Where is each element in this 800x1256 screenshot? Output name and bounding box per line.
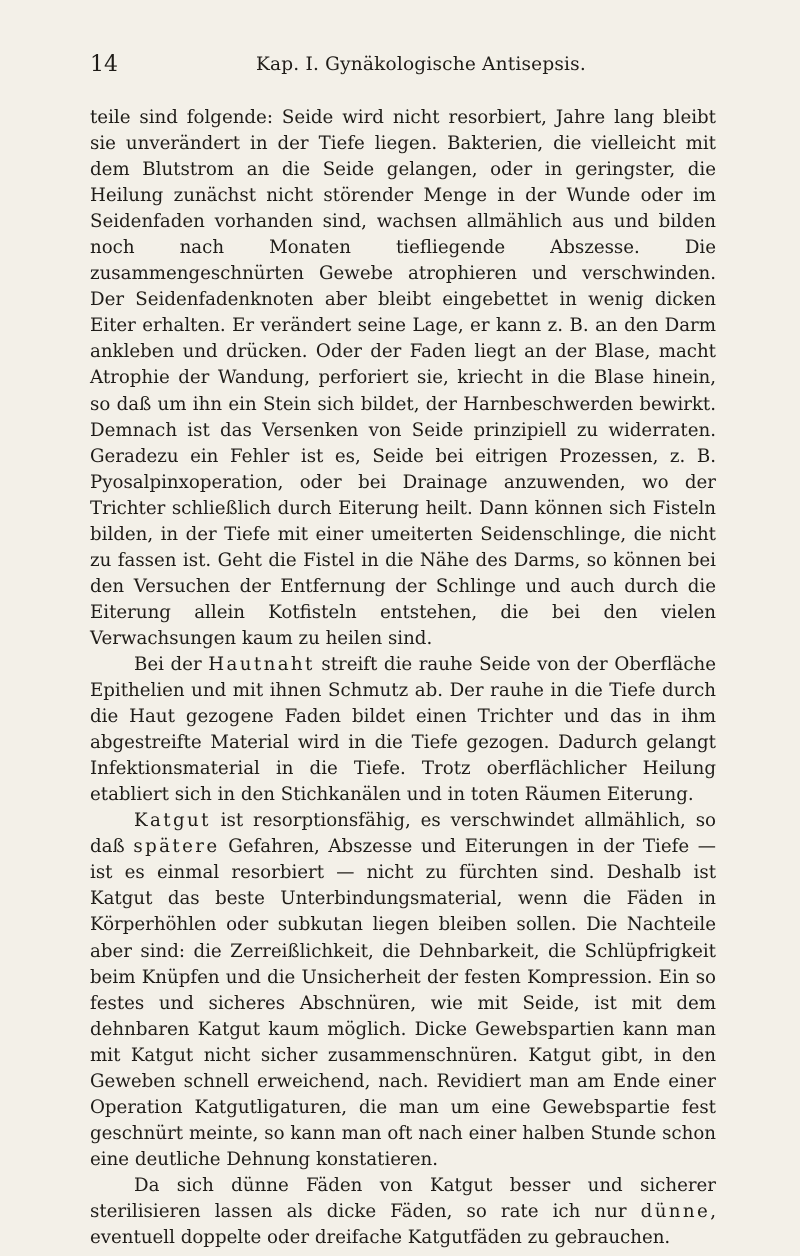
paragraph-katgut [90,808,716,1173]
emphasis-duenne: dünne [640,1200,711,1222]
paragraph-skin-suture [90,652,716,808]
page-header [90,52,715,82]
paragraph-thin-threads [90,1173,716,1251]
paragraph-text: Da sich dünne Fäden von Katgut besser und sicherer sterilisieren lassen als dicke Fäden, so rate ich nur [90,1174,716,1222]
paragraph-text-continued: , eventuell doppelte oder dreifache Katgutfäden zu gebrauchen. [90,1200,716,1249]
emphasis-katgut: Katgut [134,810,211,832]
page-number: 14 [90,52,118,77]
paragraph-silk-drawbacks [90,105,716,652]
running-title: Kap. I. Gynäkologische Antisepsis. [256,54,586,75]
body-text [90,105,716,1251]
paragraph-text-continued: Gefahren, Abszesse und Eiterungen in der Tiefe — ist es einmal resorbiert — nicht zu fürchten sind. Deshalb ist Katgut das beste Unterbindungsmaterial, wenn die Fäden in Körperhöhlen oder subkutan liegen bleiben sollen. Die Nachteile aber sind: die Zerreißlichkeit, die Dehnbarkeit, die Schlüpfrigkeit beim Knüpfen und die Unsicherheit der festen Kompression. Ein so festes und sicheres Abschnüren, wie mit Seide, ist mit dem dehnbaren Katgut kaum möglich. Dicke Gewebspartien kann man mit Katgut nicht sicher zusammenschnüren. Katgut gibt, in den Geweben schnell erweichend, nach. Revidiert man am Ende einer Operation Katgutligaturen, die man um eine Gewebspartie fest geschnürt meinte, so kann man oft nach einer halben Stunde schon eine deutliche Dehnung konstatieren. [90,836,716,1170]
paragraph-text: ist resorptionsfähig, es verschwindet allmählich, so daß [90,810,716,858]
emphasis-hautnaht: Hautnaht [208,653,315,675]
paragraph-text: teile sind folgende: Seide wird nicht resorbiert, Jahre lang bleibt sie unverändert in der Tiefe liegen. Bakterien, die vielleicht mit dem Blutstrom an die Seide gelangen, oder in geringster, die Heilung zunächst nicht störender Menge in der Wunde oder im Seidenfaden vorhanden sind, wachsen allmählich aus und bilden noch nach Monaten tiefliegende Abszesse. Die zusammengeschnürten Gewebe atrophieren und verschwinden. Der Seidenfadenknoten aber bleibt eingebettet in wenig dicken Eiter erhalten. Er verändert seine Lage, er kann z. B. an den Darm ankleben und drücken. Oder der Faden liegt an der Blase, macht Atrophie der Wandung, perforiert sie, kriecht in die Blase hinein, so daß um ihn ein Stein sich bildet, der Harnbeschwerden bewirkt. Demnach ist das Versenken von Seide prinzipiell zu widerraten. Geradezu ein Fehler ist es, Seide bei eitrigen Prozessen, z. B. Pyosalpinxoperation, oder bei Drainage anzuwenden, wo der Trichter schließlich durch Eiterung heilt. Dann können sich Fisteln bilden, in der Tiefe mit einer umeiterten Seidenschlinge, die nicht zu fassen ist. Geht die Fistel in die Nähe des Darms, so können bei den Versuchen der Entfernung der Schlinge und auch durch die Eiterung allein Kotfisteln entstehen, die bei den vielen Verwachsungen kaum zu heilen sind. [90,107,716,649]
paragraph-lead: Bei der [134,653,209,675]
emphasis-spaetere: spätere [133,836,220,858]
paragraph-text: streift die rauhe Seide von der Oberfläche Epithelien und mit ihnen Schmutz ab. Der rauhe in die Tiefe durch die Haut gezogene Faden bildet einen Trichter und das in ihm abgestreifte Material wird in die Tiefe gezogen. Dadurch gelangt Infektionsmaterial in die Tiefe. Trotz oberflächlicher Heilung etabliert sich in den Stichkanälen und in toten Räumen Eiterung. [90,653,716,806]
